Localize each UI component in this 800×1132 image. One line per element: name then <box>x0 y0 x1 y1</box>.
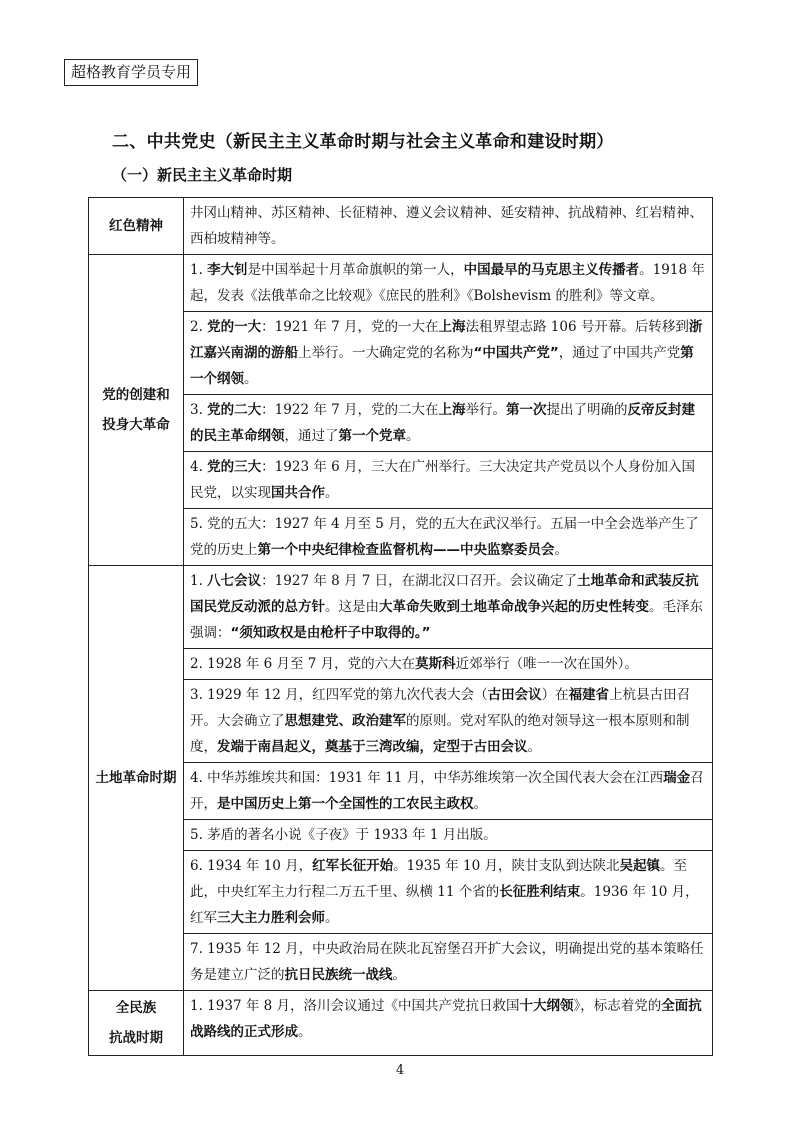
text-segment: 的原则。党对军队的绝对领导这一根本原则和制度， <box>190 713 690 755</box>
emphasis-text: 第一次 <box>506 402 547 418</box>
category-label: 党的创建和 <box>102 387 170 403</box>
text-segment: ：1927 年 8 月 7 日，在湖北汉口召开。会议确定了 <box>261 573 578 589</box>
text-segment: 。 <box>554 542 568 558</box>
text-segment: 1. 1937 年 8 月，洛川会议通过《中国共产党抗日救国 <box>190 998 520 1014</box>
text-segment: 。 <box>325 485 339 501</box>
content-cell <box>184 851 713 934</box>
text-segment: 上杭县古田召开。大会确立了 <box>190 687 691 729</box>
emphasis-text: 吴起镇 <box>619 858 661 874</box>
emphasis-text: 国共合作 <box>271 485 325 501</box>
emphasis-text: 大革命失败到土地革命战争兴起的历史性转变 <box>379 599 649 615</box>
text-segment: 。 <box>473 796 487 812</box>
page-number: 4 <box>395 1063 405 1078</box>
table-row <box>89 255 713 312</box>
text-segment: ，通过了 <box>284 428 339 444</box>
category-cell <box>89 198 184 255</box>
emphasis-text: 发端于南昌起义，奠基于三湾改编，定型于古田会议 <box>217 739 528 755</box>
emphasis-text: 上海 <box>438 319 466 335</box>
emphasis-text: 党的三大 <box>207 459 262 475</box>
content-cell <box>184 395 713 452</box>
text-segment: 3. <box>190 402 208 418</box>
emphasis-text: 瑞金 <box>663 770 691 786</box>
table-row <box>89 198 713 255</box>
emphasis-text: 长征胜利结束 <box>499 884 581 900</box>
text-segment: 5. 茅盾的著名小说《子夜》于 1933 年 1 月出版。 <box>190 827 497 843</box>
content-cell <box>184 991 713 1056</box>
emphasis-text: 党的二大 <box>207 402 262 418</box>
text-segment: 召开， <box>190 770 704 812</box>
text-segment: 2. 1928 年 6 月至 7 月，党的六大在 <box>190 656 416 672</box>
text-segment: 。1918 年起，发表《法俄革命之比较观》《庶民的胜利》《Bolshevism 的胜利》等文章。 <box>190 262 705 304</box>
text-segment: 4. 中华苏维埃共和国：1931 年 11 月，中华苏维埃第一次全国代表大会在江西 <box>190 770 664 786</box>
text-segment: 1. <box>190 573 208 589</box>
emphasis-text: 三大主力胜利会师 <box>217 910 325 926</box>
emphasis-text: 第一个纲领 <box>190 345 694 387</box>
emphasis-text: 反帝反封建的民主革命纲领 <box>190 402 695 444</box>
content-cell <box>184 312 713 395</box>
category-label: 投身大革命 <box>102 417 170 433</box>
content-cell <box>184 680 713 763</box>
text-segment: 井冈山精神、苏区精神、长征精神、遵义会议精神、延安精神、抗战精神、红岩精神、西柏坡精神等。 <box>190 205 703 247</box>
text-segment: 法租界望志路 106 号开幕。后转移到 <box>465 319 689 335</box>
section-title: 二、中共党史（新民主主义革命时期与社会主义革命和建设时期） <box>112 132 614 152</box>
text-segment: 2. <box>190 319 208 335</box>
content-cell <box>184 649 713 680</box>
text-segment: 。 <box>325 910 339 926</box>
subsection-title: （一）新民主主义革命时期 <box>112 166 293 184</box>
text-segment: 。 <box>244 371 258 387</box>
text-segment: 5. 党的五大：1927 年 4 月至 5 月，党的五大在武汉举行。五届一中全会选举产生了党的历史上 <box>190 516 699 558</box>
emphasis-text: 抗日民族统一战线 <box>284 967 393 983</box>
text-segment: 4. <box>190 459 208 475</box>
emphasis-text: 福建省 <box>568 687 610 703</box>
emphasis-text: 红军长征开始 <box>312 858 394 874</box>
text-segment: 。至此，中央红军主力行程二万五千里、纵横 11 个省的 <box>190 858 688 900</box>
emphasis-text: 土地革命和武装反抗国民党反动派的总方针 <box>190 573 699 615</box>
text-segment: 3. 1929 年 12 月，红四军党的第九次代表大会（ <box>190 687 488 703</box>
emphasis-text: 浙江嘉兴南湖的游船 <box>190 319 703 361</box>
text-segment: 6. 1934 年 10 月， <box>190 858 313 874</box>
text-segment: 1. <box>190 262 208 278</box>
category-label: 全民族 <box>115 1000 157 1016</box>
text-segment: 7. 1935 年 12 月，中央政治局在陕北瓦窑堡召开扩大会议，明确提出党的基本策略任务是建立广泛的 <box>190 941 704 983</box>
text-segment: 。1935 年 10 月，陕甘支队到达陕北 <box>393 858 620 874</box>
history-table <box>88 197 713 1056</box>
text-segment: 》，标志着党的 <box>573 998 662 1014</box>
emphasis-text: 莫斯科 <box>415 656 456 672</box>
text-segment: 提出了明确的 <box>546 402 628 418</box>
text-segment: 。毛泽东强调： <box>190 599 703 641</box>
content-cell <box>184 820 713 851</box>
emphasis-text: 思想建党、政治建军 <box>284 713 406 729</box>
content-cell <box>184 509 713 566</box>
emphasis-text: “中国共产党” <box>473 345 559 361</box>
text-segment: ）在 <box>541 687 569 703</box>
text-segment: ：1921 年 7 月，党的一大在 <box>261 319 439 335</box>
text-segment: ：1923 年 6 月，三大在广州举行。三大决定共产党员以个人身份加入国民党，以实现 <box>190 459 695 501</box>
text-segment: 。 <box>527 739 541 755</box>
text-segment: 。 <box>392 967 406 983</box>
category-cell <box>89 991 184 1056</box>
table-row <box>89 991 713 1056</box>
emphasis-text: “须知政权是由枪杆子中取得的。” <box>230 625 431 641</box>
content-cell <box>184 452 713 509</box>
category-label: 红色精神 <box>109 218 163 234</box>
emphasis-text: 十大纲领 <box>519 998 574 1014</box>
text-segment: 。 <box>298 1024 312 1040</box>
content-cell <box>184 934 713 991</box>
emphasis-text: 上海 <box>438 402 466 418</box>
text-segment: 。 <box>406 428 420 444</box>
text-segment: 。这是由 <box>325 599 379 615</box>
text-segment: ：1922 年 7 月，党的二大在 <box>261 402 439 418</box>
emphasis-text: 中国最早的马克思主义传播者 <box>463 262 640 278</box>
category-label: 抗战时期 <box>109 1030 163 1046</box>
content-cell <box>184 763 713 820</box>
content-cell <box>184 198 713 255</box>
category-cell <box>89 255 184 566</box>
text-segment: 上举行。一大确定党的名称为 <box>298 345 474 361</box>
watermark-stamp: 超格教育学员专用 <box>64 59 198 86</box>
text-segment: 举行。 <box>465 402 506 418</box>
text-segment: ，通过了中国共产党 <box>558 345 681 361</box>
text-segment: 是中国举起十月革命旗帜的第一人， <box>247 262 464 278</box>
emphasis-text: 古田会议 <box>487 687 542 703</box>
content-cell <box>184 255 713 312</box>
emphasis-text: 党的一大 <box>207 319 262 335</box>
emphasis-text: 八七会议 <box>207 573 262 589</box>
category-label: 土地革命时期 <box>95 770 177 786</box>
emphasis-text: 第一个中央纪律检查监督机构——中央监察委员会 <box>257 542 555 558</box>
emphasis-text: 第一个党章 <box>338 428 406 444</box>
text-segment: 近郊举行（唯一一次在国外）。 <box>455 656 638 672</box>
emphasis-text: 李大钊 <box>207 262 248 278</box>
category-cell <box>89 566 184 991</box>
emphasis-text: 是中国历史上第一个全国性的工农民主政权 <box>217 796 474 812</box>
table-row <box>89 566 713 649</box>
emphasis-text: 全面抗战路线的正式形成 <box>190 998 702 1040</box>
content-cell <box>184 566 713 649</box>
text-segment: 。1936 年 10 月，红军 <box>190 884 699 926</box>
